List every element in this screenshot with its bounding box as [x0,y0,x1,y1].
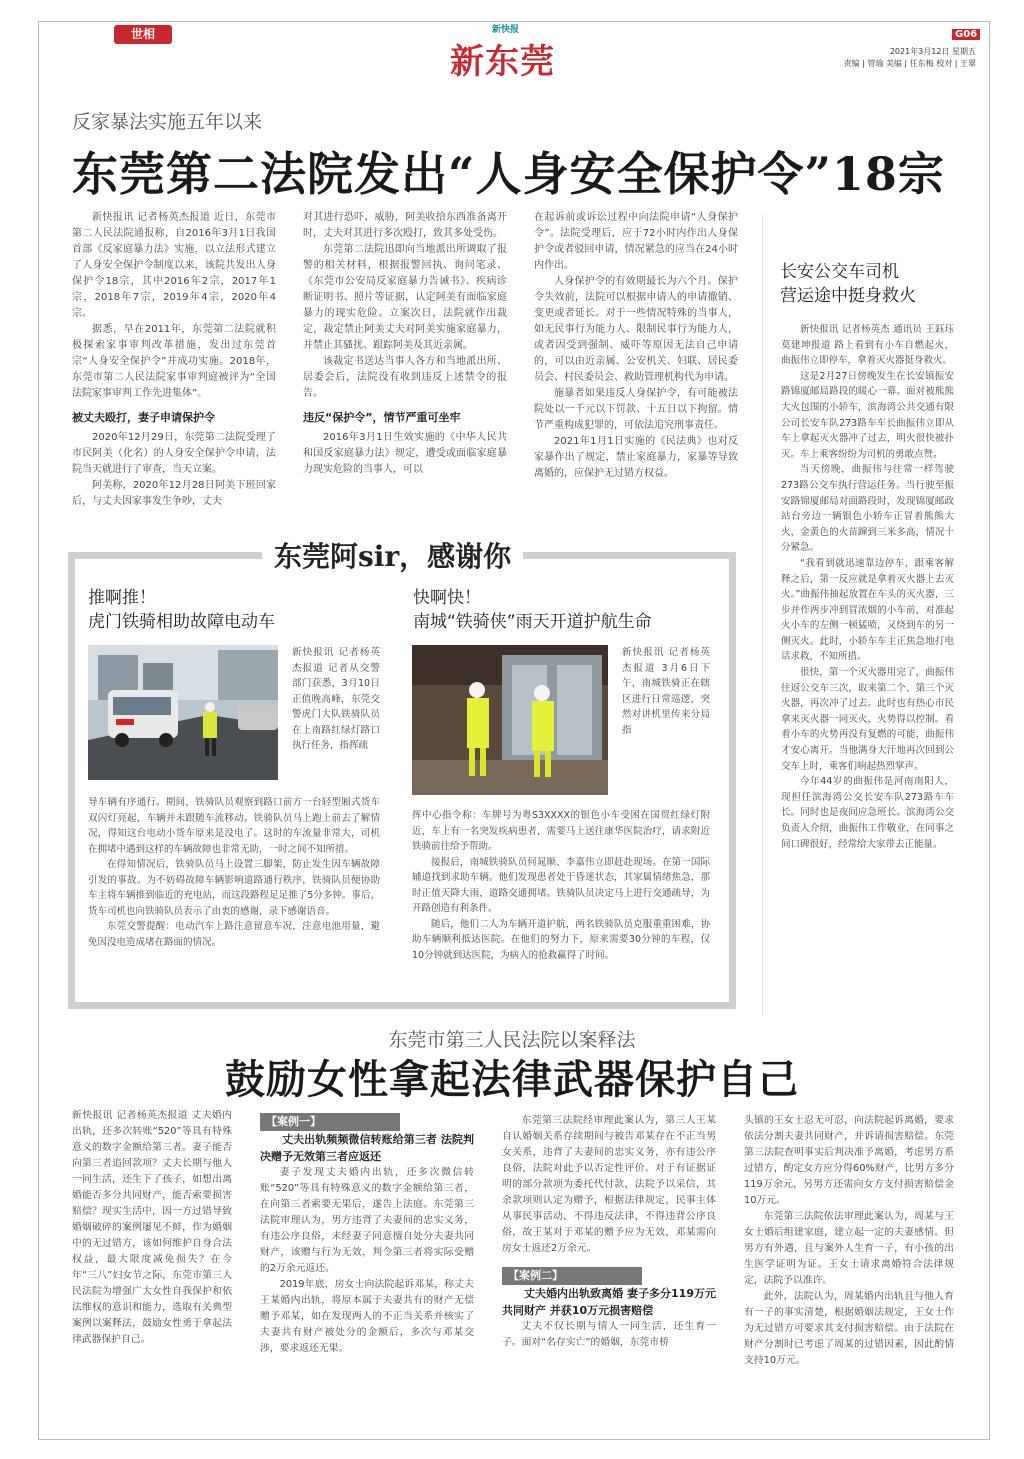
paragraph: 该裁定书送达当事人各方和当地派出所、居委会后，法院没有收到违反上述禁令的报告。 [303,356,507,399]
feature-box-title: 东莞阿sir，感谢你 [262,535,523,575]
paragraph: 据悉，早在2011年，东莞第二法院就积极探索家事审判改革措施，发出过东莞首宗“人身安全保护令”并成功实施。2018年，东莞市第二人民法院家事审判庭被评为“全国法院家事审判工作先进集体”。 [72,324,276,399]
paragraph: 随后，他们二人为车辆开道护航，两名铁骑队员克服重重困难，协助车辆顺利抵达医院。在他们的努力下，原来需要30分钟的车程，仅10分钟就到达医院，为病人的抢救赢得了时间。 [412,918,710,961]
photo-traffic-officer [88,645,278,780]
paragraph: 很快，第一个灭火器用完了，曲振伟往返公交车三次，取来第二个、第三个灭火器，再次冲了过去。此时也有热心市民拿来灭火器一同灭火，火势得以控制。看着小车的火势再没有复燃的可能，曲振伟才安心离开。当他满身大汗地再次回到公交车上时，乘客们响起热烈掌声。 [781,667,954,772]
paragraph: 妻子发现丈夫婚内出轨，还多次微信转账“520”等具有特殊意义的数字金额给第三者，在向第三者索要无果后，遂告上法庭。东莞第三法院审理认为，男方违背了夫妻间的忠实义务，有违公序良俗，未经妻子同意擅自处分夫妻共同财产，该赠与行为无效，判令第三者将实际受赠的2万余元返还。 [260,1167,474,1274]
sidebar-title [780,260,916,308]
title-line: 推啊推！ [88,588,156,608]
left-story-body [88,795,380,950]
paragraph: 接报后，南城铁骑队员何晁顺、李嘉伟立即赶赴现场。在第一国际辅道找到求助车辆。他们发现患者处于昏迷状态，其家属情绪焦急，那时正值天降大雨，道路交通拥堵。铁骑队员决定马上进行交通疏导，为开路创造有利条件。 [412,856,710,914]
case-two-tag: 【案例二】 [502,1267,642,1285]
paragraph: 在起诉前或诉讼过程中向法院申请“人身保护令”。法院受理后，应于72小时内作出人身保护令或者驳回申请，情况紧急的应当在24小时内作出。 [534,212,738,271]
paragraph: 人身保护令的有效期最长为六个月。保护令失效前，法院可以根据申请人的申请撤销、变更或者延长。对于一些情况特殊的当事人，如无民事行为能力人、限制民事行为能力人，或者因受到强制、威吓等原因无法自己申请的，可以由近亲属、公安机关、妇联、居民委员会、村民委员会、救助管理机构代为申请。 [534,276,738,383]
page-code: G06 [952,29,980,40]
right-story-byline [622,645,710,738]
right-story-title [413,586,652,634]
subheading: 违反“保护令”，情节严重可坐牢 [303,411,461,424]
title-line: 快啊快！ [413,588,481,608]
photo-rain-officers [412,645,608,795]
paragraph: 头镇的王女士忍无可忍，向法院起诉离婚，要求依法分割夫妻共同财产，并诉请损害赔偿。东莞第三法院查明事实后判决准予离婚，考虑男方系过错方，酌定女方应分得60%财产，比男方多分119万余元，另男方还需向女方支付损害赔偿金10万元。 [744,1115,954,1206]
lead-column-3 [534,210,738,482]
editors-line: 责编 | 管瑜 美编 | 任东梅 校对 | 王翠 [843,59,976,68]
paragraph: 在得知情况后，铁骑队员马上设置三脚架，防止发生因车辆故障引发的事故。为不妨碍故障车辆影响道路通行秩序，铁骑队员便协助车主将车辆推到临近的充电站，而这段路程足足推了5分多钟。事后，货车司机也向铁骑队员表示了由衷的感谢，录下感谢语音。 [88,859,380,917]
paragraph: 新快报讯 记者杨英杰报道 近日，东莞市第二人民法院通报称，自2016年3月1日我国首部《反家庭暴力法》实施，以立法形式建立了人身安全保护令制度以来，该院共发出人身保护令18宗，其中2016年2宗，2017年1宗，2018年7宗，2019年4宗，2020年4宗。 [72,212,276,319]
paragraph: 当天傍晚，曲振伟与往常一样驾驶273路公交车执行营运任务。当行驶至振安路锦厦邮局对面路段时，发现锦厦邮政站台旁边一辆银色小轿车正冒着熊熊大火，金黄色的火苗蹿到三米多高，情况十分紧急。 [781,464,954,554]
subheading: 被丈夫殴打，妻子申请保护令 [72,411,215,424]
title-line: 南城“铁骑侠”雨天开道护航生命 [413,612,652,632]
case-two-headline: 丈夫婚内出轨致离婚 妻子多分119万元共同财产 并获10万元损害赔偿 [502,1287,716,1317]
paragraph: 导车辆有序通行。期间，铁骑队员观察到路口前方一台轻型厢式货车双闪灯亮起，车辆并未跟随车流移动。铁骑队员马上跑上前去了解情况，得知这台电动小货车原来是没电了。这时的车流量非常大，司机在拥堵中遇到这样的车辆故障也非常无助，一时之间不知所措。 [88,797,380,855]
paragraph: 丈夫不仅长期与情人一同生活，还生育一子。面对“名存实亡”的婚姻，东莞市桥 [502,1321,716,1348]
second-column-1 [72,1108,232,1348]
paragraph: 新快报讯 记者杨英杰 通讯员 王鈺珏 莫建坤报道 路上看到有小车自燃起火，曲振伟立即停车，拿着灭火器挺身救火。 [781,324,954,367]
paragraph: 2021年1月1日实施的《民法典》也对反家暴作出了规定，禁止家庭暴力，家暴等导致离婚的，应保护无过错方权益。 [534,436,738,479]
column-divider [762,215,763,1015]
case-one-tag: 【案例一】 [260,1113,400,1131]
paragraph: 2020年12月29日，东莞第二法院受理了市民阿美（化名）的人身安全保护令申请，法院当天就进行了审查，当天立案。 [72,432,276,475]
paragraph: 阿美称，2020年12月28日阿美下班回家后，与丈夫因家事发生争吵，丈夫 [72,480,276,507]
sidebar-title-line: 营运途中挺身救火 [780,286,916,306]
brand-small-label: 新快报 [492,25,520,35]
left-story-byline [292,645,380,754]
paragraph: 新快报讯 记者杨英杰报道 3月6日下午，南城铁骑正在辖区进行日常巡逻，突然对讲机里传来分局指 [622,647,710,736]
lead-headline: 东莞第二法院发出“人身安全保护令”18宗 [72,147,945,201]
paragraph: 2019年底，房女士向法院起诉邓某，称丈夫王某婚内出轨，将原本属于夫妻共有的财产无偿赠予邓某，如在发现两人的不正当关系并核实了夫妻共有财产被处分的金额后，多次与邓某交涉，要求返还无果。 [260,1279,474,1354]
title-line: 虎门铁骑相助故障电动车 [88,612,275,632]
second-kicker: 东莞市第三人民法院以案释法 [388,1029,636,1051]
case-one-headline: 丈夫出轨频频微信转账给第三者 法院判决赠予无效第三者应返还 [260,1133,474,1163]
paragraph: 2016年3月1日生效实施的《中华人民共和国反家庭暴力法》规定，遭受或面临家庭暴力现实危险的当事人，可以 [303,432,507,475]
second-headline: 鼓励女性拿起法律武器保护自己 [225,1056,799,1103]
second-column-2 [260,1113,474,1357]
left-story-title [88,586,275,634]
sidebar-column [781,322,954,852]
paragraph: 东莞第三法院依法审理此案认为，周某与王女士婚后组建家庭，建立起一定的夫妻感情。但男方有外遇，且与案外人生育一子，有小孩的出生医学证明为证。王女士请求离婚符合法律规定，法院予以准许。 [744,1211,954,1286]
date-line: 2021年3月12日 星期五 [889,47,976,56]
paragraph: 东莞交警提醒：电动汽车上路注意留意车况，注意电池用量，避免因没电造成堵在路面的情况。 [88,921,380,948]
sidebar-title-line: 长安公交车司机 [780,262,899,282]
paragraph: 东莞第三法院经审理此案认为，第三人王某自认婚姻关系存续期间与被告邓某存在不正当男女关系，违背了夫妻间的忠实义务，亦有违公序良俗，法院对此予以否定性评价。对于有证据证明的部分款项为委托代付款，法院予以采信，其余款项则认定为赠予，根据法律规定，民事主体从事民事活动，不得违反法律，不得违背公序良俗，故王某对于邓某的赠予应为无效，邓某需向房女士返还2万余元。 [502,1115,716,1254]
paragraph: 今年44岁的曲振伟是河南南阳人，现担任滨海湾公交长安车队273路车车长。同时也是夜间应急班长。滨海湾公交负责人介绍，曲振伟工作敬业，在同事之间口碑很好，经常给大家带去正能量。 [781,776,954,850]
lead-kicker: 反家暴法实施五年以来 [72,111,263,133]
paragraph: 对其进行恐吓、威胁，阿美收拾东西准备离开时，丈夫对其进行多次殴打，致其多处受伤。 [303,212,507,239]
lead-column-2 [303,210,507,478]
right-story-body [412,808,710,963]
section-tag: 世相 [114,25,172,44]
paragraph: 新快报讯 记者杨英杰报道 记者从交警部门获悉，3月10日正值晚高峰，东莞交警虎门大队铁骑队员在上南路红绿灯路口执行任务，指挥疏 [292,647,380,751]
paragraph: 施暴者如果违反人身保护令，有可能被法院处以一千元以下罚款、十五日以下拘留。情节严重构成犯罪的，可依法追究刑事责任。 [534,388,738,431]
paragraph: 东莞第二法院迅即向当地派出所调取了报警的相关材料，根据报警回执、询问笔录、《东莞市公安局反家庭暴力告诫书》、疾病诊断证明书、照片等证据，认定阿美有面临家庭暴力的现实危险。立案次日，法院就作出裁定，裁定禁止阿美丈夫对阿美实施家庭暴力，并禁止其骚扰、跟踪阿美及其近亲属。 [303,244,507,351]
paragraph: 挥中心指令称：车牌号为粤S3XXXX的银色小车受困在国贸红绿灯附近，车上有一名突发疾病患者，需要马上送往康华医院治疗，请求附近铁骑前往给予帮助。 [412,810,710,852]
paragraph: 新快报讯 记者杨英杰报道 丈夫婚内出轨，还多次转账“520”等具有特殊意义的数字金额给第三者。妻子能否向第三者追回款项？丈夫长期与他人一同生活，还生下了孩子，如想出离婚能否多分共同财产，能否索要损害赔偿？现实生活中，因一方过错导致婚姻破碎的案例屡见不鲜，作为婚姻中的无过错方，该如何维护自身合法权益，最大限度减免损失？在今年“三八”妇女节之际，东莞市第三人民法院为增强广大女性自我保护和依法维权的意识和能力，选取有关典型案例以案释法，鼓励女性勇于拿起法律武器保护自己。 [72,1110,232,1345]
paragraph: “我看到就迅速靠边停车，跟乘客解释之后，第一反应就是拿着灭火器上去灭火。”曲振伟抽起放置在车头的灭火器，三步并作两步冲到冒浓烟的小车前，对准起火小车的左侧一顿猛喷，又绕到车的另一侧灭火。此时，小轿车车主正焦急地打电话求救，不知所措。 [781,557,954,663]
second-column-4 [744,1113,954,1369]
paragraph: 此外，法院认为，周某婚内出轨且与他人育有一子的事实清楚，根据婚姻法规定，王女士作为无过错方可要求其支付损害赔偿。由于法院在财产分割时已考虑了周某的过错因素，因此酌情支持10万元。 [744,1291,954,1366]
paragraph: 这是2月27日傍晚发生在长安镇振安路锦厦邮局路段的暖心一幕。面对被熊熊大火包围的小轿车，滨海湾公共交通有限公司长安车队273路车车长曲振伟立即从车上拿起灭火器冲了过去，明火很快被扑灭。车上乘客纷纷为司机的勇敢点赞。 [781,370,954,460]
lead-column-1 [72,210,276,510]
brand-logo: 新东莞 [450,42,555,82]
second-column-3 [502,1113,716,1351]
